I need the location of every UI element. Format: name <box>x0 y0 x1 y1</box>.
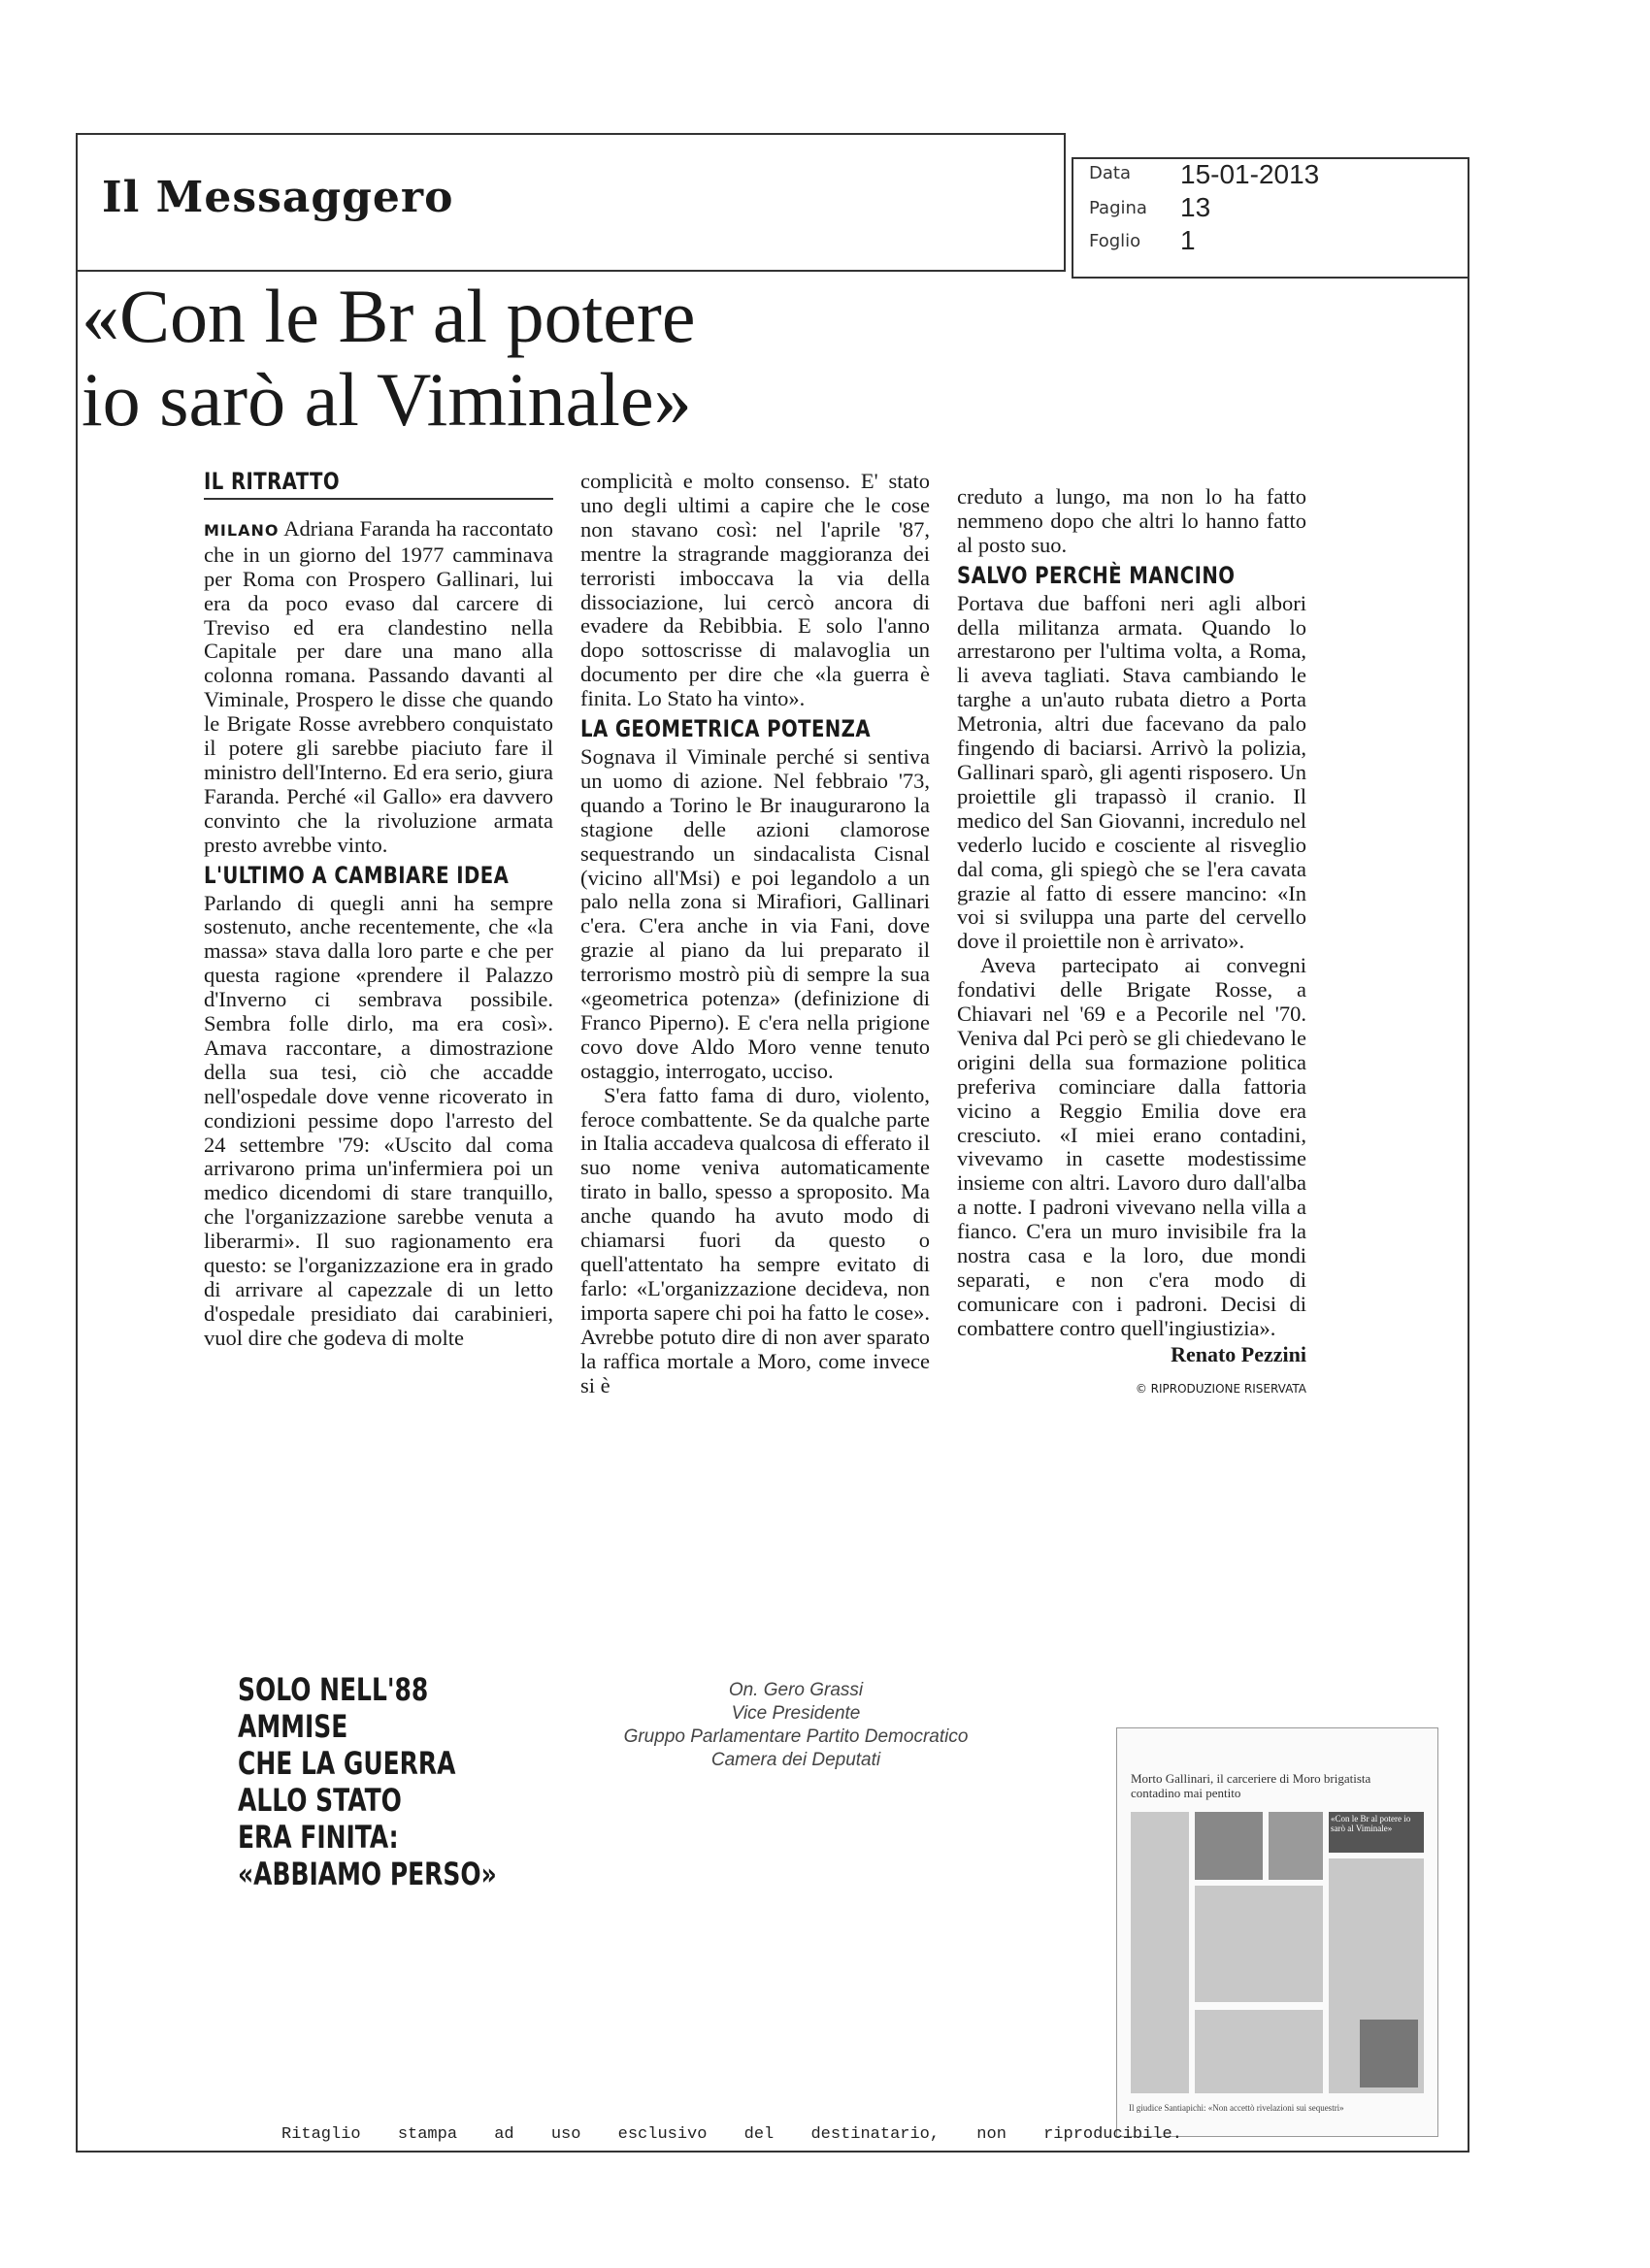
copyright-notice: © RIPRODUZIONE RISERVATA <box>1135 1381 1306 1396</box>
thumbnail-footer: Il giudice Santiapichi: «Non accettò rivelazioni sui sequestri» <box>1129 2103 1344 2113</box>
pull-quote <box>238 1671 497 1892</box>
col3-body-2: Portava due baffoni neri agli albori della militanza armata. Quando lo arrestarono per l'ultima volta, a Roma, li aveva tagliati. Stava cambiando le targhe a un'auto rubata dietro a Porta Metronia, altri due facevano da palo fingendo di baciarsi. Arrivò la polizia, Gallinari sparò, gli agenti risposero. Un proiettile gli trapassò il cranio. Il medico del San Giovanni, incredulo nel vederlo lucido e cosciente al risveglio dal coma, gli spiegò che se l'era cavata grazie al fatto di essere mancino: «In voi si sviluppa una parte del cervello dove il proiettile non è arrivato». <box>957 590 1306 954</box>
signature-group: Gruppo Parlamentare Partito Democratico <box>623 1726 969 1747</box>
lead-paragraph <box>204 517 553 858</box>
section-label: IL RITRATTO <box>204 468 341 495</box>
sheet-label: Foglio <box>1089 231 1141 251</box>
col2-body-2: Sognava il Viminale perché si sentiva un uomo di azione. Nel febbraio '73, quando a Torino le Br inaugurarono la stagione delle azioni clamorose sequestrando un sindacalista Cisnal (vicino all'Msi) e poi legandolo a un palo nella zona si Mirafiori, Gallinari c'era. C'era anche in via Fani, dove grazie al piano da lui preparato il terrorismo mostrò più di sempre la sua «geometrica potenza» (definizione di Franco Piperno). E c'era nella prigione covo dove Aldo Moro venne tenuto ostaggio, interrogato, ucciso. <box>580 743 930 1083</box>
page-label: Pagina <box>1089 198 1147 218</box>
col2-body-3: S'era fatto fama di duro, violento, feroce combattente. Se da qualche parte in Italia accadeva qualcosa di efferato il suo nome veniva automaticamente tirato in ballo, spesso a sproposito. Ma anche quando ha avuto modo di chiamarsi fuori da questo o quell'attentato ha sempre evitato di farlo: «L'organizzazione decideva, non importa sapere chi poi ha fatto le cose». Avrebbe potuto dire di non aver sparato la raffica mortale a Moro, come invece si è <box>580 1082 930 1397</box>
date-value: 15-01-2013 <box>1180 159 1320 189</box>
page-thumbnail <box>1116 1727 1438 2137</box>
date-label: Data <box>1089 163 1131 183</box>
article-headline <box>82 275 955 442</box>
author-byline: Renato Pezzini <box>1171 1341 1306 1366</box>
pull-quote-line: AMMISE <box>238 1708 348 1745</box>
article-column-1 <box>204 464 553 1351</box>
pull-quote-line: ERA FINITA: <box>238 1819 399 1856</box>
pull-quote-line: ALLO STATO <box>238 1782 402 1819</box>
subhead-ultimo: L'ULTIMO A CAMBIARE IDEA <box>204 861 510 889</box>
article-column-3 <box>957 485 1306 1401</box>
clipping-notice: Ritaglio stampa ad uso esclusivo del destinatario, non riproducibile. <box>281 2125 1182 2144</box>
section-rule <box>204 498 553 500</box>
subhead-geometrica: LA GEOMETRICA POTENZA <box>580 715 872 743</box>
pull-quote-line: «ABBIAMO PERSO» <box>238 1856 497 1892</box>
headline-line-2: io sarò al Viminale» <box>82 357 692 442</box>
col3-body-3: Aveva partecipato ai convegni fondativi delle Brigate Rosse, a Chiavari nel '69 e a Pecorile nel '70. Veniva dal Pci però se gli chiedevano le origini della sua formazione politica preferiva cominciare dalla fattoria vicino a Reggio Emilia dove era cresciuto. «I miei erano contadini, vivevamo in casette modestissime insieme con altri. Lavoro duro dall'alba a notte. I padroni vivevano nella villa a fianco. C'era un muro invisibile fra la nostra casa e la loro, due mondi separati, e non c'era modo di comunicare con i padroni. Decisi di combattere contro quell'ingiustizia». <box>957 953 1306 1340</box>
thumbnail-title: Morto Gallinari, il carceriere di Moro brigatista contadino mai pentito <box>1131 1771 1371 1800</box>
article-column-2 <box>580 470 930 1397</box>
subhead-salvo: SALVO PERCHÈ MANCINO <box>957 561 1236 589</box>
col3-body-1: creduto a lungo, ma non lo ha fatto nemmeno dopo che altri lo hanno fatto al posto suo. <box>957 484 1306 557</box>
col2-body-1: complicità e molto consenso. E' stato uno degli ultimi a capire che le cose non stavano così: nel l'aprile '87, mentre la stragrande maggioranza dei terroristi imboccava la via della dissociazione, lui cercò ancora di evadere da Rebibbia. E solo l'anno dopo sottoscrisse di malavoglia un documento per dire che «la guerra è finita. Lo Stato ha vinto». <box>580 469 930 711</box>
thumbnail-inset: «Con le Br al potere io sarò al Viminale» <box>1331 1814 1411 1833</box>
signature-chamber: Camera dei Deputati <box>710 1750 881 1770</box>
signature-block <box>544 1679 1048 1772</box>
pull-quote-line: SOLO NELL'88 <box>238 1671 429 1708</box>
signature-name: On. Gero Grassi <box>728 1680 864 1700</box>
dateline: MILANO <box>204 520 280 540</box>
page-value: 13 <box>1180 192 1211 222</box>
headline-line-1: «Con le Br al potere <box>82 274 696 358</box>
col1-body: Parlando di quegli anni ha sempre sostenuto, anche recentemente, che «la massa» stava dalla loro parte e che per questa ragione «prendere il Palazzo d'Inverno ci sembrava possibile. Sembra folle dirlo, ma era così». Amava raccontare, a dimostrazione della sua tesi, ciò che accadde nell'ospedale dove venne ricoverato in condizioni pessime dopo l'arresto del 24 settembre '79: «Uscito dal coma arrivarono prima un'infermiera poi un medico dicendomi di stare tranquillo, che l'organizzazione sarebbe venuta a liberarmi». Il suo ragionamento era questo: se l'organizzazione era in grado di arrivare al capezzale di un letto d'ospedale presidiato dai carabinieri, vuol dire che godeva di molte <box>204 890 553 1350</box>
newspaper-masthead: Il Messaggero <box>102 173 454 222</box>
signature-role: Vice Presidente <box>731 1703 861 1724</box>
pull-quote-line: CHE LA GUERRA <box>238 1745 456 1782</box>
lead-text: Adriana Faranda ha raccontato che in un giorno del 1977 camminava per Roma con Prospero Gallinari, lui era da poco evaso dal carcere di Treviso ed era clandestino nella Capitale per dare una mano alla colonna romana. Passando davanti al Viminale, Prospero le disse che quando le Brigate Rosse avrebbero conquistato il potere gli sarebbe piaciuto fare il ministro dell'Interno. Ed era serio, giura Faranda. Perché «il Gallo» era davvero convinto che la rivoluzione armata presto avrebbe vinto. <box>204 515 553 857</box>
sheet-value: 1 <box>1180 225 1196 255</box>
